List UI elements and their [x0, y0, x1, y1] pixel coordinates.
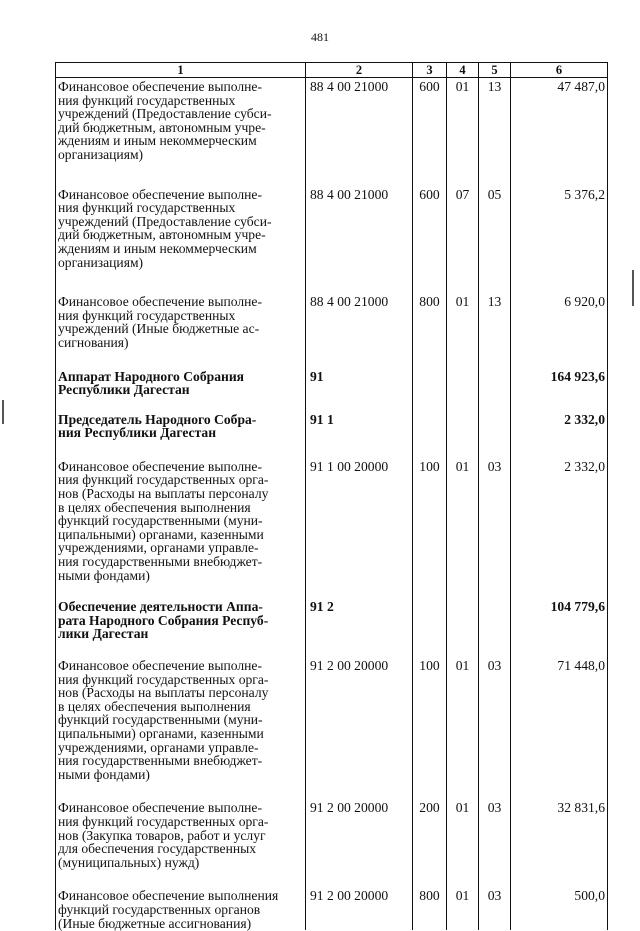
row-amount: 2 332,0 [511, 411, 608, 458]
row-section: 01 [447, 657, 479, 799]
header-col-5: 5 [479, 63, 511, 78]
description-line: Финансовое обеспечение выполне- [58, 658, 262, 673]
row-description [56, 657, 306, 799]
description-line: нов (Закупка товаров, работ и услуг [58, 827, 266, 843]
description-line: ципальными) органами, казенными [58, 526, 264, 542]
row-expense-type [413, 598, 447, 657]
row-description [56, 458, 306, 598]
description-line: дий бюджетным, автономным учре- [58, 227, 266, 243]
row-amount: 71 448,0 [511, 657, 608, 799]
description-line: ния государственными внебюджет- [58, 554, 263, 570]
row-subsection: 13 [479, 78, 511, 186]
table-row [56, 458, 608, 598]
table-header-row [56, 63, 608, 78]
description-line: ния функций государственных [58, 92, 236, 108]
row-section: 01 [447, 887, 479, 930]
row-subsection [479, 411, 511, 458]
description-line: ния государственными внебюджет- [58, 753, 263, 769]
description-line: ния функций государственных [58, 307, 236, 323]
row-section: 01 [447, 799, 479, 887]
row-section: 01 [447, 293, 479, 367]
row-code: 88 4 00 21000 [306, 78, 413, 186]
description-line: дий бюджетным, автономным учре- [58, 119, 266, 135]
description-line: в целях обеспечения выполнения [58, 499, 251, 515]
description-line: (муниципальных) нужд) [58, 854, 200, 870]
table-row [56, 78, 608, 186]
table-body [56, 78, 608, 931]
description-line: (Иные бюджетные ассигнования) [58, 915, 252, 931]
row-section: 01 [447, 458, 479, 598]
right-edge-mark [632, 270, 634, 306]
description-line: учреждений (Иные бюджетные ас- [58, 321, 260, 337]
description-line: организациям) [58, 146, 144, 162]
row-code: 91 1 [306, 411, 413, 458]
row-expense-type: 800 [413, 293, 447, 367]
description-line: учреждений (Предоставление субси- [58, 106, 272, 122]
table-row [56, 186, 608, 294]
description-line: ждениям и иным некоммерческим [58, 133, 257, 149]
row-code: 91 2 00 20000 [306, 657, 413, 799]
description-line: Председатель Народного Собра- [58, 411, 257, 427]
table-row [56, 368, 608, 411]
page-number: 481 [311, 30, 329, 44]
description-line: Республики Дагестан [58, 382, 190, 398]
description-line: учреждениями, органами управле- [58, 540, 259, 556]
row-subsection: 03 [479, 887, 511, 930]
row-subsection: 13 [479, 293, 511, 367]
description-line: лики Дагестан [58, 626, 149, 642]
row-expense-type: 600 [413, 78, 447, 186]
description-line: ния функций государственных [58, 200, 236, 216]
description-line: Обеспечение деятельности Аппа- [58, 599, 263, 615]
table-row [56, 799, 608, 887]
description-line: Финансовое обеспечение выполне- [58, 294, 262, 310]
description-line: функций государственных органов [58, 901, 261, 917]
header-col-6: 6 [511, 63, 608, 78]
row-description [56, 368, 306, 411]
budget-table [55, 62, 608, 930]
row-amount: 2 332,0 [511, 458, 608, 598]
description-line: ния функций государственных орга- [58, 671, 269, 687]
row-subsection: 03 [479, 657, 511, 799]
row-code: 91 2 00 20000 [306, 799, 413, 887]
description-line: ния функций государственных орга- [58, 472, 269, 488]
table-row [56, 598, 608, 657]
table-row [56, 657, 608, 799]
row-expense-type: 200 [413, 799, 447, 887]
row-amount: 6 920,0 [511, 293, 608, 367]
row-expense-type [413, 368, 447, 411]
description-line: учреждениями, органами управле- [58, 739, 259, 755]
header-col-2: 2 [306, 63, 413, 78]
row-code: 88 4 00 21000 [306, 293, 413, 367]
row-expense-type: 100 [413, 657, 447, 799]
row-amount: 164 923,6 [511, 368, 608, 411]
row-section: 07 [447, 186, 479, 294]
row-expense-type [413, 411, 447, 458]
header-col-4: 4 [447, 63, 479, 78]
row-description [56, 293, 306, 367]
row-amount: 104 779,6 [511, 598, 608, 657]
description-line: Финансовое обеспечение выполне- [58, 800, 262, 816]
row-description [56, 411, 306, 458]
row-code: 91 2 00 20000 [306, 887, 413, 930]
description-line: ципальными) органами, казенными [58, 725, 264, 741]
row-expense-type: 100 [413, 458, 447, 598]
description-line: учреждений (Предоставление субси- [58, 213, 272, 229]
description-line: ными фондами) [58, 766, 150, 782]
description-line: Финансовое обеспечение выполнения [58, 888, 279, 904]
row-code: 91 2 [306, 598, 413, 657]
description-line: организациям) [58, 254, 144, 270]
row-subsection [479, 368, 511, 411]
description-line: рата Народного Собрания Респуб- [58, 612, 269, 628]
row-description [56, 598, 306, 657]
row-description [56, 78, 306, 186]
row-code: 91 1 00 20000 [306, 458, 413, 598]
row-description [56, 799, 306, 887]
description-line: в целях обеспечения выполнения [58, 698, 251, 714]
row-section: 01 [447, 78, 479, 186]
row-section [447, 411, 479, 458]
description-line: Финансовое обеспечение выполне- [58, 79, 262, 94]
table-row [56, 411, 608, 458]
description-line: функций государственными (муни- [58, 712, 263, 728]
row-description [56, 887, 306, 930]
description-line: ния Республики Дагестан [58, 425, 217, 441]
description-line: нов (Расходы на выплаты персоналу [58, 685, 269, 701]
row-subsection: 03 [479, 799, 511, 887]
row-expense-type: 800 [413, 887, 447, 930]
description-line: функций государственными (муни- [58, 513, 263, 529]
description-line: Финансовое обеспечение выполне- [58, 458, 262, 474]
row-expense-type: 600 [413, 186, 447, 294]
budget-table-container [55, 62, 607, 930]
row-code: 91 [306, 368, 413, 411]
description-line: ждениям и иным некоммерческим [58, 240, 257, 256]
row-subsection [479, 598, 511, 657]
description-line: сигнования) [58, 334, 129, 350]
description-line: Финансовое обеспечение выполне- [58, 186, 262, 202]
header-col-3: 3 [413, 63, 447, 78]
header-col-1: 1 [56, 63, 306, 78]
description-line: для обеспечения государственных [58, 841, 257, 857]
table-row [56, 293, 608, 367]
row-section [447, 598, 479, 657]
row-amount: 32 831,6 [511, 799, 608, 887]
row-section [447, 368, 479, 411]
description-line: ными фондами) [58, 567, 150, 583]
row-amount: 5 376,2 [511, 186, 608, 294]
description-line: Аппарат Народного Собрания [58, 368, 245, 384]
left-edge-mark [2, 400, 4, 424]
row-subsection: 03 [479, 458, 511, 598]
row-description [56, 186, 306, 294]
row-amount: 47 487,0 [511, 78, 608, 186]
row-amount: 500,0 [511, 887, 608, 930]
row-subsection: 05 [479, 186, 511, 294]
description-line: нов (Расходы на выплаты персоналу [58, 486, 269, 502]
row-code: 88 4 00 21000 [306, 186, 413, 294]
table-row [56, 887, 608, 930]
description-line: ния функций государственных орга- [58, 813, 269, 829]
